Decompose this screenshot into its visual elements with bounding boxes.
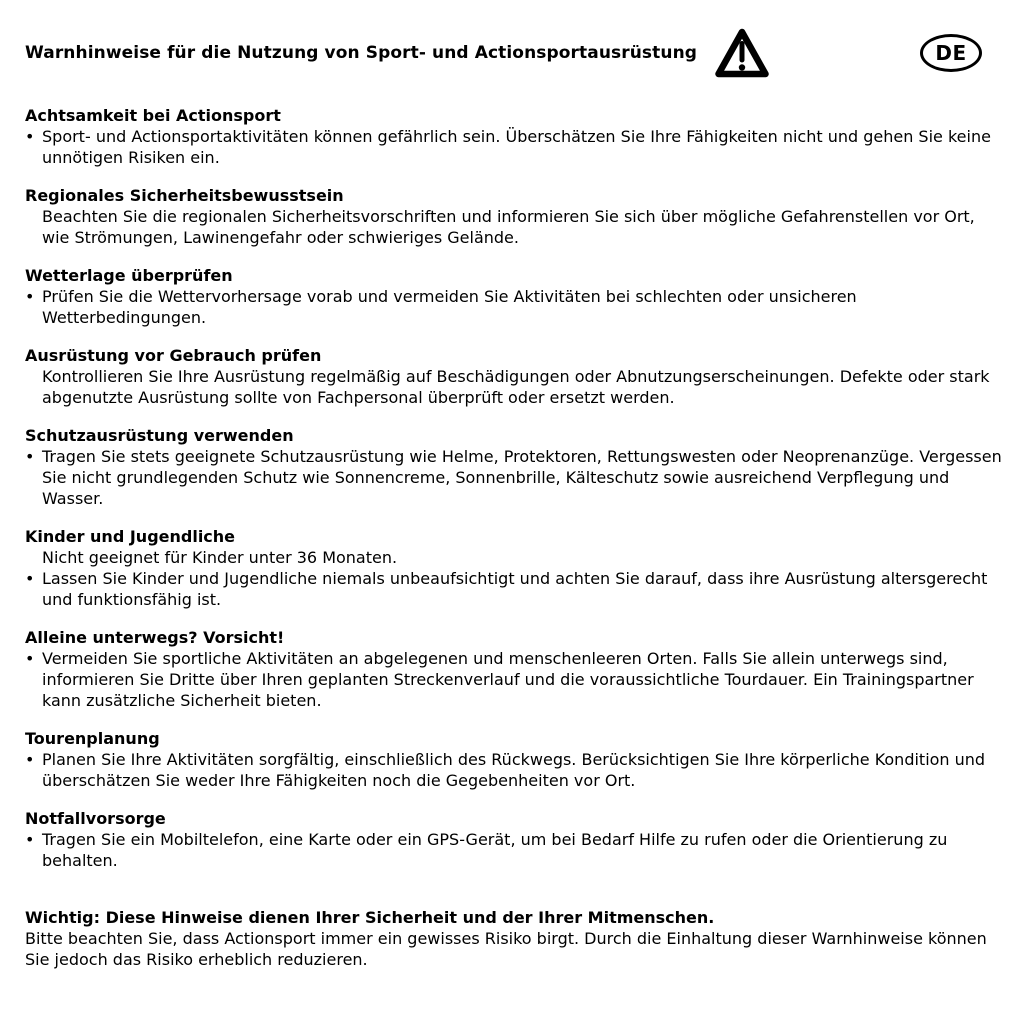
bullet-marker — [25, 547, 42, 568]
bullet-marker: • — [25, 127, 35, 146]
list-item — [25, 126, 1005, 168]
item-text: Sport- und Actionsportaktivitäten können gefährlich sein. Überschätzen Sie Ihre Fähigkeiten nicht und gehen Sie keine unnötigen Risiken ein. — [42, 127, 991, 167]
bullet-marker: • — [25, 830, 35, 849]
list-item — [25, 749, 1005, 791]
section-heading: Ausrüstung vor Gebrauch prüfen — [25, 346, 322, 365]
page-title: Warnhinweise für die Nutzung von Sport- und Actionsportausrüstung — [25, 43, 698, 63]
document-footer — [25, 907, 1005, 970]
section-ausruestung-vor-gebrauch-pruefen — [25, 345, 1005, 408]
section-heading: Wetterlage überprüfen — [25, 266, 233, 285]
section-heading: Achtsamkeit bei Actionsport — [25, 106, 281, 125]
section-notfallvorsorge — [25, 808, 1005, 871]
section-schutzausruestung-verwenden — [25, 425, 1005, 509]
section-achtsamkeit-bei-actionsport — [25, 105, 1005, 168]
language-badge: DE — [920, 34, 982, 72]
list-item — [25, 206, 1005, 248]
section-regionales-sicherheitsbewusstsein — [25, 185, 1005, 248]
section-kinder-und-jugendliche — [25, 526, 1005, 610]
bullet-marker: • — [25, 649, 35, 668]
list-item — [25, 568, 1005, 610]
list-item — [25, 829, 1005, 871]
section-heading: Notfallvorsorge — [25, 809, 166, 828]
bullet-marker — [25, 366, 42, 408]
bullet-marker: • — [25, 569, 35, 588]
bullet-marker: • — [25, 287, 35, 306]
item-text: Nicht geeignet für Kinder unter 36 Monaten. — [42, 548, 398, 567]
list-item — [25, 446, 1005, 509]
bullet-marker: • — [25, 447, 35, 466]
item-text: Planen Sie Ihre Aktivitäten sorgfältig, einschließlich des Rückwegs. Berücksichtigen Sie Ihre körperliche Kondition und überschätzen Sie weder Ihre Fähigkeiten noch die Gegebenheiten vor Ort. — [42, 750, 986, 790]
list-item — [25, 286, 1005, 328]
section-tourenplanung — [25, 728, 1005, 791]
item-text: Tragen Sie ein Mobiltelefon, eine Karte oder ein GPS-Gerät, um bei Bedarf Hilfe zu rufen oder die Orientierung zu behalten. — [42, 830, 948, 870]
item-text: Prüfen Sie die Wettervorhersage vorab und vermeiden Sie Aktivitäten bei schlechten oder unsicheren Wetterbedingungen. — [42, 287, 857, 327]
bullet-marker: • — [25, 750, 35, 769]
item-text: Kontrollieren Sie Ihre Ausrüstung regelmäßig auf Beschädigungen oder Abnutzungserscheinungen. Defekte oder stark abgenutzte Ausrüstung sollte von Fachpersonal überprüft oder ersetzt werden. — [42, 367, 990, 407]
item-text: Beachten Sie die regionalen Sicherheitsvorschriften und informieren Sie sich über mögliche Gefahrenstellen vor Ort, wie Strömungen, Lawinengefahr oder schwieriges Gelände. — [42, 207, 975, 247]
item-text: Lassen Sie Kinder und Jugendliche niemals unbeaufsichtigt und achten Sie darauf, dass ihre Ausrüstung altersgerecht und funktionsfähig ist. — [42, 569, 988, 609]
section-wetterlage-ueberpruefen — [25, 265, 1005, 328]
list-item — [25, 547, 1005, 568]
section-heading: Tourenplanung — [25, 729, 160, 748]
list-item — [25, 366, 1005, 408]
footer-headline: Wichtig: Diese Hinweise dienen Ihrer Sicherheit und der Ihrer Mitmenschen. — [25, 908, 715, 927]
section-heading: Kinder und Jugendliche — [25, 527, 236, 546]
section-alleine-unterwegs-vorsicht — [25, 627, 1005, 711]
section-heading: Regionales Sicherheitsbewusstsein — [25, 186, 344, 205]
warning-sections — [25, 105, 1005, 871]
document-header — [25, 25, 1005, 81]
footer-text: Bitte beachten Sie, dass Actionsport immer ein gewisses Risiko birgt. Durch die Einhaltung dieser Warnhinweise können Sie jedoch das Risiko erheblich reduzieren. — [25, 929, 987, 969]
bullet-marker — [25, 206, 42, 248]
section-heading: Alleine unterwegs? Vorsicht! — [25, 628, 285, 647]
section-heading: Schutzausrüstung verwenden — [25, 426, 294, 445]
item-text: Vermeiden Sie sportliche Aktivitäten an abgelegenen und menschenleeren Orten. Falls Sie allein unterwegs sind, informieren Sie Dritte über Ihren geplanten Streckenverlauf und die voraussichtliche Tourdauer. Ein Trainingspartner kann zusätzliche Sicherheit bieten. — [42, 649, 974, 710]
warning-triangle-icon — [713, 25, 771, 81]
item-text: Tragen Sie stets geeignete Schutzausrüstung wie Helme, Protektoren, Rettungswesten oder Neoprenanzüge. Vergessen Sie nicht grundlegenden Schutz wie Sonnencreme, Sonnenbrille, Kälteschutz sowie ausreichend Verpflegung und Wasser. — [42, 447, 1002, 508]
list-item — [25, 648, 1005, 711]
